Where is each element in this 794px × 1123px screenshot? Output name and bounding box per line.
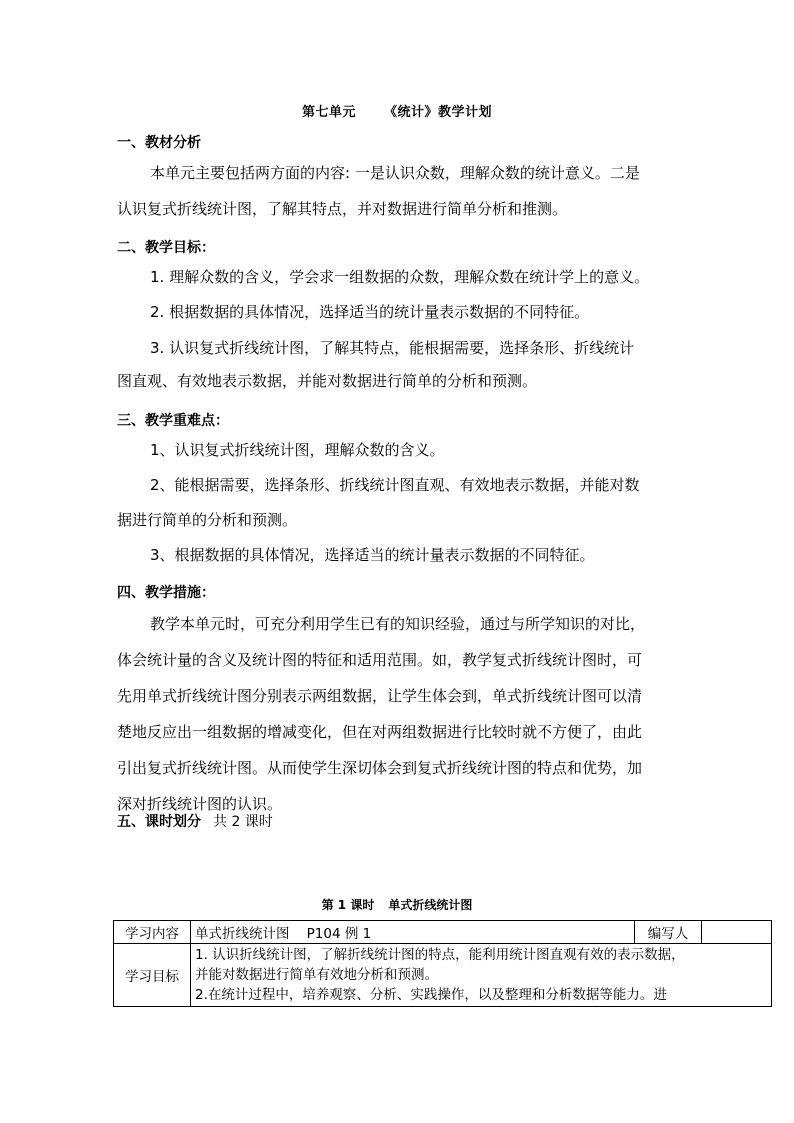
section-4-line-3: 先用单式折线统计图分别表示两组数据，让学生体会到，单式折线统计图可以清	[117, 687, 643, 705]
lesson-topic: 单式折线统计图	[388, 898, 473, 912]
section-2-item-3-line-2: 图直观、有效地表示数据，并能对数据进行简单的分析和预测。	[117, 372, 538, 390]
lesson-table	[113, 920, 772, 1007]
table-row	[114, 921, 772, 944]
content-label-cell: 学习内容	[114, 921, 191, 944]
section-4-line-4: 楚地反应出一组数据的增减变化，但在对两组数据进行比较时就不方便了，由此	[117, 723, 643, 741]
page-title	[0, 101, 794, 120]
goals-label-cell: 学习目标	[114, 944, 191, 1007]
goal-1-line-1: 1. 认识折线统计图，了解折线统计图的特点，能利用统计图直观有效的表示数据，	[195, 947, 685, 963]
unit-label: 第七单元	[301, 105, 356, 120]
section-4-body	[117, 606, 677, 822]
section-3-item-1: 1、认识复式折线统计图，理解众数的含义。	[150, 441, 445, 459]
section-5-detail: 共 2 课时	[213, 814, 273, 830]
section-heading-4: 四、教学措施：	[117, 585, 215, 601]
section-3-item-3: 3、根据数据的具体情况，选择适当的统计量表示数据的不同特征。	[150, 546, 595, 564]
lesson-subtitle	[0, 896, 794, 913]
section-2-item-2: 2. 根据数据的具体情况，选择适当的统计量表示数据的不同特征。	[150, 303, 590, 321]
lesson-period: 第 1 课时	[321, 898, 375, 912]
section-heading-3: 三、教学重难点：	[117, 413, 229, 429]
section-4-line-5: 引出复式折线统计图。从而使学生深切体会到复式折线统计图的特点和优势，加	[117, 759, 643, 777]
section-4-line-2: 体会统计量的含义及统计图的特征和适用范围。如，教学复式折线统计图时，可	[117, 651, 643, 669]
section-2-item-1: 1. 理解众数的含义，学会求一组数据的众数，理解众数在统计学上的意义。	[150, 268, 650, 286]
section-heading-1: 一、教材分析	[117, 135, 201, 151]
section-3-item-2-line-1: 2、能根据需要，选择条形、折线统计图直观、有效地表示数据，并能对数	[150, 476, 640, 494]
goal-1-line-2: 并能对数据进行简单有效地分析和预测。	[195, 967, 438, 983]
section-5-label: 五、课时划分	[117, 814, 201, 830]
section-3-item-2-line-2: 据进行简单的分析和预测。	[117, 511, 298, 529]
section-4-line-6: 深对折线统计图的认识。	[117, 795, 283, 813]
section-4-line-1: 教学本单元时，可充分利用学生已有的知识经验，通过与所学知识的对比，	[150, 615, 646, 633]
section-1-line-1: 本单元主要包括两方面的内容: 一是认识众数，理解众数的统计意义。二是	[150, 164, 640, 182]
author-value-cell	[702, 921, 772, 944]
content-value-cell: 单式折线统计图 P104 例 1	[191, 921, 635, 944]
section-2-item-3-line-1: 3. 认识复式折线统计图，了解其特点，能根据需要，选择条形、折线统计	[150, 339, 635, 357]
plan-name: 《统计》教学计划	[384, 105, 493, 120]
goals-value-cell	[191, 944, 772, 1007]
section-heading-5	[117, 811, 273, 831]
section-heading-2: 二、教学目标：	[117, 240, 215, 256]
section-1-body	[117, 155, 677, 227]
author-label-cell: 编写人	[635, 921, 702, 944]
section-1-line-2: 认识复式折线统计图，了解其特点，并对数据进行简单分析和推测。	[117, 200, 568, 218]
goal-2-line-1: 2.在统计过程中，培养观察、分析、实践操作，以及整理和分析数据等能力。进	[195, 987, 667, 1003]
table-row	[114, 944, 772, 1007]
